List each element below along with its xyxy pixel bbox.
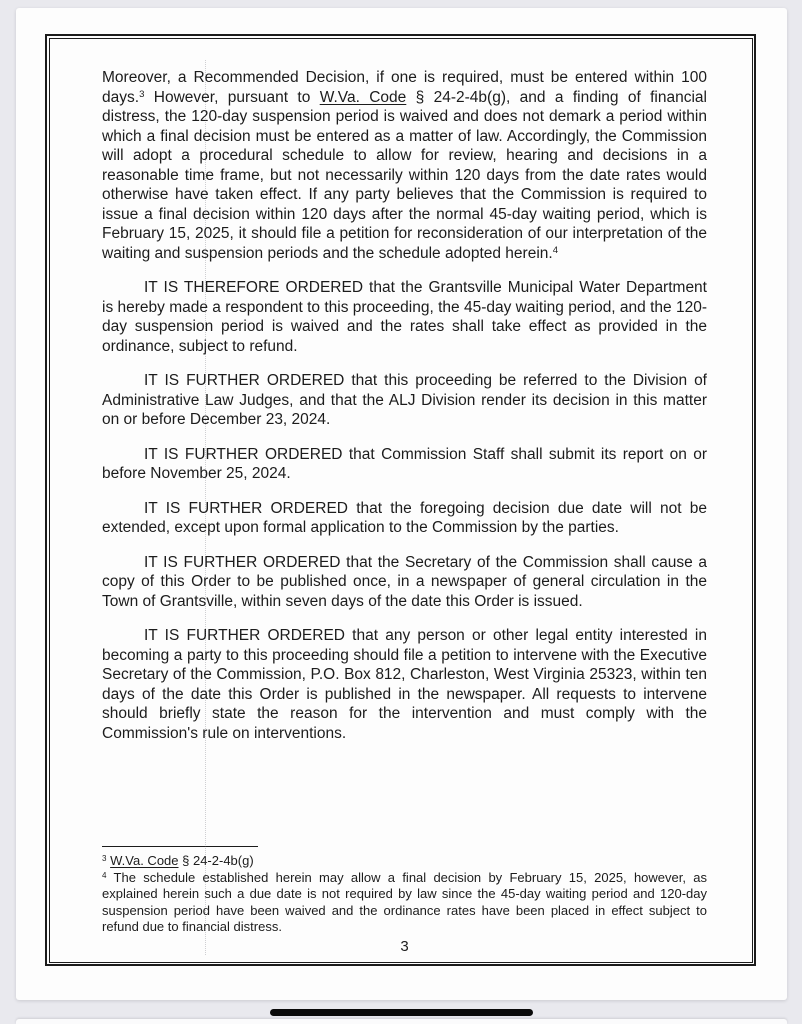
- code-citation: W.Va. Code: [110, 853, 179, 868]
- footnote-marker-3: 3: [102, 854, 107, 864]
- document-body: [102, 68, 707, 758]
- order-paragraph-alj-referral: IT IS FURTHER ORDERED that this proceeding be referred to the Division of Administrative Law Judges, and that the ALJ Division render its decision in this matter on or before December 23, 2024.: [102, 372, 707, 428]
- body-paragraph: [102, 68, 707, 263]
- order-paragraph-publication: IT IS FURTHER ORDERED that the Secretary of the Commission shall cause a copy of this Order to be published once, in a newspaper of general circulation in the Town of Grantsville, within seven days of the date this Order is issued.: [102, 553, 707, 610]
- footnote-text: The schedule established herein may allow a final decision by February 15, 2025, however, as explained herein such a due date is not required by law since the 45-day waiting period and 120-day suspension period have been waived and the ordinance rates have been placed in effect subject to refund due to financial distress.: [102, 869, 707, 934]
- footnote-marker-4: 4: [102, 870, 107, 880]
- document-page: [16, 8, 787, 1000]
- next-page-top-edge: [16, 1019, 787, 1024]
- paragraph-text: However, pursuant to: [153, 88, 320, 106]
- footnote-ref-4: 4: [552, 245, 559, 257]
- order-paragraph-staff-report: IT IS FURTHER ORDERED that Commission Staff shall submit its report on or before November 25, 2024.: [102, 445, 707, 482]
- paragraph-text: Moreover, a Recommended Decision, if one is required, must be entered within 100 days.: [102, 69, 707, 106]
- order-paragraph-intervention: IT IS FURTHER ORDERED that any person or other legal entity interested in becoming a party to this proceeding should file a petition to intervene with the Executive Secretary of the Commission, P.O. Box 812, Charleston, West Virginia 25323, within ten days of the date this Order is published in the newspaper. All requests to intervene should briefly state the reason for the intervention and must comply with the Commission's rule on interventions.: [102, 627, 707, 742]
- footnote-area: [102, 846, 707, 955]
- home-indicator[interactable]: [270, 1009, 533, 1016]
- order-paragraph-therefore: IT IS THEREFORE ORDERED that the Grantsville Municipal Water Department is hereby made a respondent to this proceeding, the 45-day waiting period, and the 120-day suspension period is waived and the rates shall take effect as provided in the ordinance, subject to refund.: [102, 279, 707, 355]
- page-border-frame: [45, 34, 756, 966]
- footnote-3: [102, 853, 707, 870]
- page-number: 3: [400, 937, 409, 955]
- footnote-separator: [102, 846, 258, 847]
- footnote-text: § 24-2-4b(g): [178, 853, 254, 868]
- paragraph-text: § 24-2-4b(g), and a finding of financial distress, the 120-day suspension period is waived and does not demark a period within which a final decision must be entered as a matter of law. Accordingly, the Commission will adopt a procedural schedule to allow for review, hearing and decisions in a reasonable time frame, but not necessarily within 120 days from the date rates would otherwise have taken effect. If any party believes that the Commission is required to issue a final decision within 120 days after the normal 45-day waiting period, which is February 15, 2025, it should file a petition for reconsideration of our interpretation of the waiting and suspension periods and the schedule adopted herein.: [102, 88, 707, 262]
- footnote-ref-3: 3: [139, 89, 145, 101]
- footnote-4: [102, 870, 707, 936]
- order-paragraph-due-date: IT IS FURTHER ORDERED that the foregoing decision due date will not be extended, except upon formal application to the Commission by the parties.: [102, 499, 707, 536]
- code-citation: W.Va. Code: [319, 88, 407, 106]
